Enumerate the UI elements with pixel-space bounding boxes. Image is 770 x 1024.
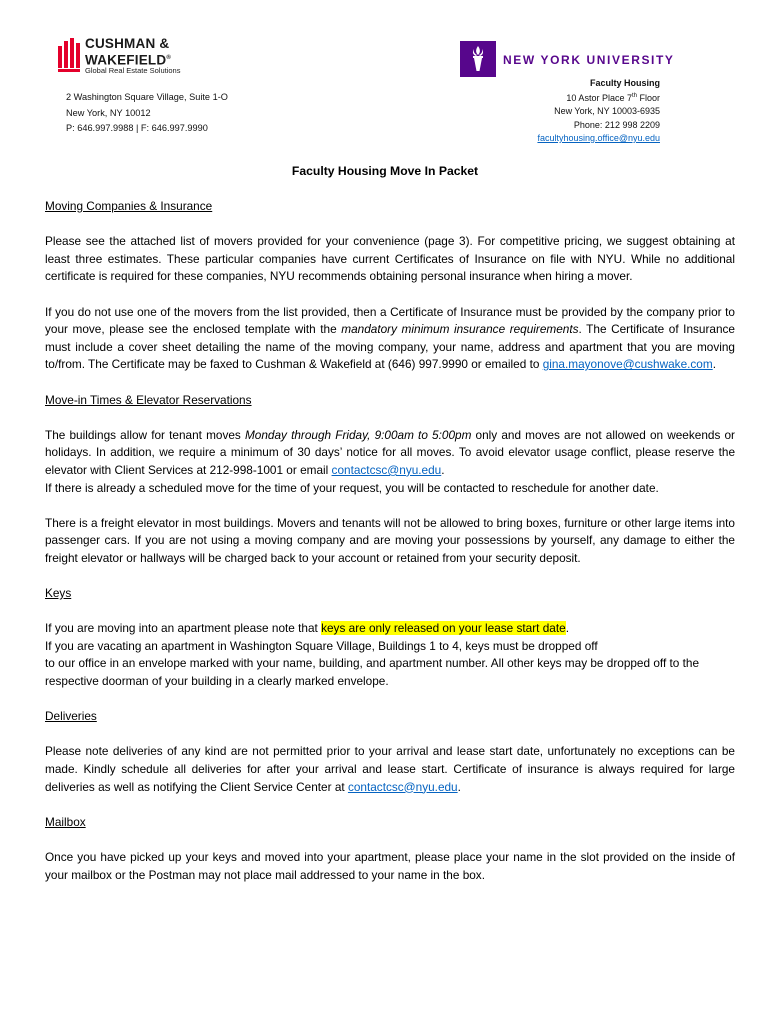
cw-address-block	[66, 90, 228, 137]
movein-paragraph-2: There is a freight elevator in most buildings. Movers and tenants will not be allowed to bring boxes, furniture or other large items into passenger cars. If you are not using a moving company and are moving your possessions by yourself, any damage to either the freight elevator or hallways will be charged back to your account or retained from your security deposit.	[45, 515, 735, 565]
movein-paragraph-1: The buildings allow for tenant moves Monday through Friday, 9:00am to 5:00pm only and moves are not allowed on weekends or holidays. In addition, we require a minimum of 30 days’ notice for all moves. To avoid elevator usage conflict, please reserve the elevator with Client Services at 212-998-1001 or email contactcsc@nyu.edu. If there is already a scheduled move for the time of your request, you will be contacted to reschedule for another date.	[45, 427, 735, 495]
page-title: Faculty Housing Move In Packet	[291, 164, 479, 178]
cw-address-line3: P: 646.997.9988 | F: 646.997.9990	[66, 123, 208, 133]
cw-logo-tagline: Global Real Estate Solutions	[85, 66, 181, 75]
keys-paragraph: If you are moving into an apartment please note that keys are only released on your lease start date. If you are vacating an apartment in Washington Square Village, Buildings 1 to 4, keys must be dropped off to our office in an envelope marked with your name, building, and apartment number. All other keys may be dropped off to the respective doorman of your building in a clearly marked envelope.	[45, 621, 700, 689]
nyu-street: 10 Astor Place 7th Floor	[566, 93, 660, 104]
nyu-office-name: Faculty Housing	[589, 78, 660, 88]
keys-highlight: keys are only released on your lease start date	[321, 621, 566, 636]
nyu-email-link[interactable]: facultyhousing.office@nyu.edu	[537, 132, 660, 143]
nyu-logo-name: NEW YORK UNIVERSITY	[503, 53, 675, 67]
section-heading-keys: Keys	[45, 586, 72, 601]
moving-paragraph-1: Please see the attached list of movers provided for your convenience (page 3). For competitive pricing, we suggest obtaining at least three estimates. These particular companies have current Certificates of Insurance on file with NYU. While no additional certificate is required for these companies, NYU recommends obtaining personal insurance when hiring a mover.	[45, 234, 735, 284]
cushman-wakefield-logo	[58, 36, 218, 78]
document-body	[45, 198, 735, 884]
moving-paragraph-2: If you do not use one of the movers from the list provided, then a Certificate of Insurance must be provided by the company prior to your move, please see the enclosed template with the mandatory minimum insurance requirements. The Certificate of Insurance must include a cover sheet detailing the name of the moving company, your name, address and apartment that you are moving to/from. The Certificate may be faxed to Cushman & Wakefield at (646) 997.9990 or emailed to gina.mayonove@cushwake.com.	[45, 304, 735, 372]
section-heading-moving: Moving Companies & Insurance	[45, 199, 213, 213]
cw-address-line1: 2 Washington Square Village, Suite 1-O	[66, 92, 228, 102]
mailbox-paragraph: Once you have picked up your keys and moved into your apartment, please place your name in the slot provided on the inside of your mailbox or the Postman may not place mail addressed to your name in the box.	[45, 849, 735, 882]
cw-logo-line1: CUSHMAN &	[85, 36, 170, 51]
nyu-address-block	[537, 77, 660, 145]
cushwake-email-link[interactable]: gina.mayonove@cushwake.com	[542, 357, 713, 372]
nyu-torch-icon	[460, 41, 496, 77]
section-heading-mailbox: Mailbox	[45, 814, 86, 829]
cushman-wakefield-mark-icon	[58, 38, 80, 72]
nyu-city: New York, NY 10003-6935	[554, 106, 660, 117]
contactcsc-email-link-2[interactable]: contactcsc@nyu.edu	[347, 779, 458, 794]
section-heading-movein: Move-in Times & Elevator Reservations	[45, 392, 252, 407]
nyu-phone: Phone: 212 998 2209	[573, 119, 660, 130]
cw-logo-line2: WAKEFIELD®	[85, 52, 171, 68]
nyu-logo	[460, 41, 675, 77]
deliveries-paragraph: Please note deliveries of any kind are not permitted prior to your arrival and lease start date, unfortunately no exceptions can be made. Kindly schedule all deliveries for after your arrival and lease start. Certificate of insurance is always required for large deliveries as well as notifying the Client Service Center at contactcsc@nyu.edu.	[45, 744, 735, 794]
section-heading-deliveries: Deliveries	[45, 709, 97, 724]
contactcsc-email-link[interactable]: contactcsc@nyu.edu	[331, 462, 442, 477]
cw-address-line2: New York, NY 10012	[66, 107, 151, 118]
